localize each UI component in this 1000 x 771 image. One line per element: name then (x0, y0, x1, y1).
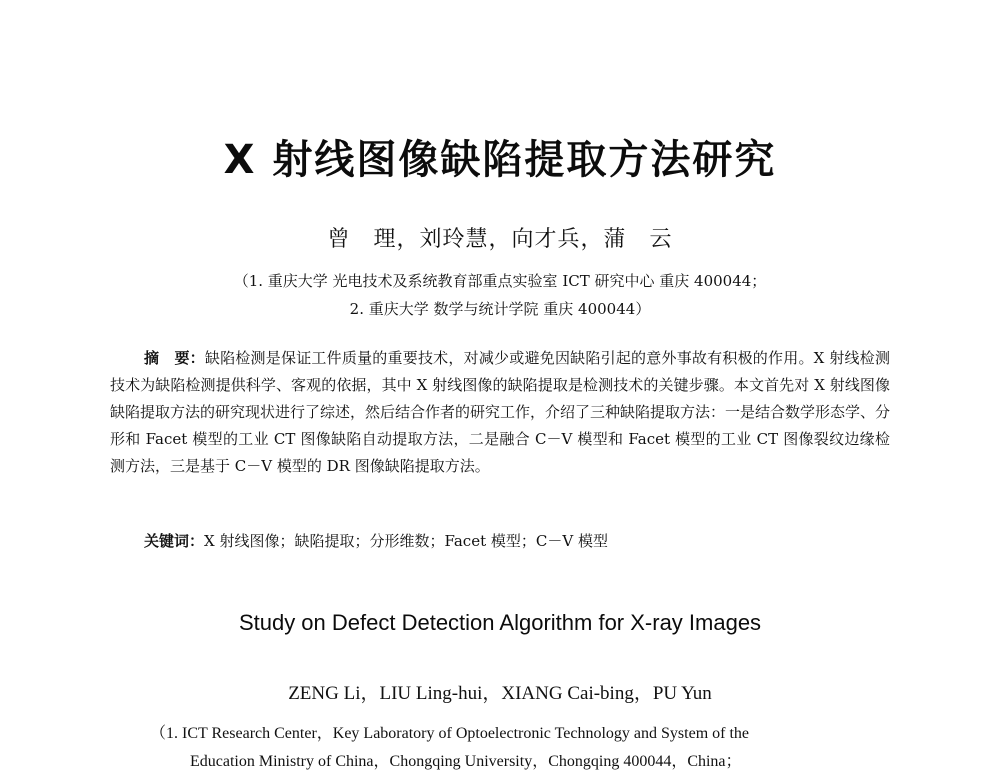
keywords-text: X 射线图像；缺陷提取；分形维数；Facet 模型；C－V 模型 (204, 532, 608, 550)
keywords-label: 关键词： (144, 532, 205, 550)
english-authors: ZENG Li，LIU Ling-hui，XIANG Cai-bing，PU Yun (288, 683, 712, 704)
english-affiliation-line-2: Education Ministry of China，Chongqing University，Chongqing 400044，China； (190, 753, 742, 770)
abstract-label: 摘 要： (144, 349, 205, 367)
chinese-title: X 射线图像缺陷提取方法研究 (223, 137, 777, 183)
keywords-line (144, 530, 890, 551)
chinese-affiliation-line-2: 2. 重庆大学 数学与统计学院 重庆 400044） (349, 300, 651, 318)
english-title: Study on Defect Detection Algorithm for X-ray Images (238, 610, 762, 635)
abstract-text: 缺陷检测是保证工件质量的重要技术，对减少或避免因缺陷引起的意外事故有积极的作用。X 射线检测技术为缺陷检测提供科学、客观的依据，其中 X 射线图像的缺陷提取是检测技术的关键步骤。本文首先对 X 射线图像缺陷提取方法的研究现状进行了综述，然后结合作者的研究工作，介绍了三种缺陷提取方法：一是结合数学形态学、分形和 Facet 模型的工业 CT 图像缺陷自动提取方法，二是融合 C－V 模型和 Facet 模型的工业 CT 图像裂纹边缘检测方法，三是基于 C－V 模型的 DR 图像缺陷提取方法。 (110, 349, 891, 475)
abstract-paragraph (110, 345, 890, 480)
english-affiliation-line-1: （1. ICT Research Center，Key Laboratory of Optoelectronic Technology and System of the (150, 725, 750, 742)
chinese-authors: 曾 理，刘玲慧，向才兵，蒲 云 (327, 227, 673, 252)
chinese-affiliation-line-1: （1. 重庆大学 光电技术及系统教育部重点实验室 ICT 研究中心 重庆 400044； (233, 272, 767, 290)
